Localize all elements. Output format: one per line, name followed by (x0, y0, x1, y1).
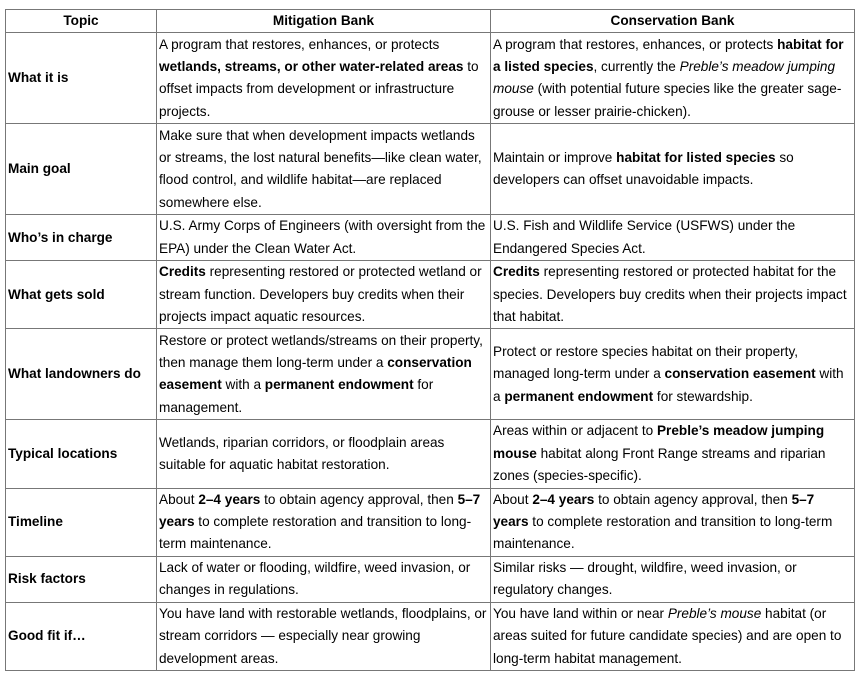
cell-text-segment: representing restored or protected habitat for the species. Developers buy credits when their projects impact that habitat. (493, 264, 847, 325)
cell-text-segment: A program that restores, enhances, or protects (493, 36, 778, 52)
topic-cell: Main goal (6, 124, 157, 215)
mitigation-cell (157, 33, 491, 124)
topic-cell: Good fit if… (6, 602, 157, 670)
cell-text-segment: to complete restoration and transition to long-term maintenance. (159, 514, 472, 552)
conservation-cell (491, 124, 855, 215)
topic-cell: Timeline (6, 488, 157, 556)
cell-text-segment: Make sure that when development impacts wetlands or streams, the lost natural benefits—like clean water, flood control, and wildlife habitat—are replaced somewhere else. (159, 127, 482, 210)
cell-text-segment: Credits (159, 264, 206, 280)
cell-text-segment: to obtain agency approval, then (260, 491, 458, 507)
table-row (6, 261, 855, 329)
cell-text-segment: (with potential future species like the greater sage-grouse or lesser prairie-chicken). (493, 81, 842, 119)
cell-text-segment: 2–4 years (532, 491, 595, 507)
cell-text-segment: Preble’s meadow jumping mouse (493, 423, 825, 461)
cell-text-segment: to complete restoration and transition to long-term maintenance. (493, 514, 833, 552)
topic-cell: Who’s in charge (6, 215, 157, 261)
cell-text-segment: Credits (493, 264, 540, 280)
comparison-table-container (5, 9, 855, 671)
table-row (6, 602, 855, 670)
cell-text-segment: You have land within or near (493, 605, 668, 621)
cell-text-segment: habitat along Front Range streams and riparian zones (species-specific). (493, 445, 826, 484)
mitigation-cell (157, 556, 491, 602)
comparison-table (5, 9, 855, 671)
cell-text-segment: Restore or protect wetlands/streams on their property, then manage them long-term under a (159, 332, 483, 371)
topic-cell: What landowners do (6, 329, 157, 420)
cell-text-segment: Preble’s mouse (667, 605, 762, 621)
cell-text-segment: conservation easement (159, 355, 472, 393)
conservation-cell (491, 602, 855, 670)
table-row (6, 124, 855, 215)
header-topic: Topic (6, 10, 157, 33)
cell-text-segment: 5–7 years (159, 491, 481, 530)
mitigation-cell (157, 261, 491, 329)
cell-text-segment: for management. (159, 377, 434, 415)
cell-text-segment: permanent endowment (504, 388, 654, 404)
table-row (6, 215, 855, 261)
cell-text-segment: Wetlands, riparian corridors, or floodplain areas suitable for aquatic habitat restoration. (159, 434, 445, 473)
cell-text-segment: About (493, 491, 533, 507)
cell-text-segment: 2–4 years (198, 491, 261, 507)
conservation-cell (491, 488, 855, 556)
cell-text-segment: You have land with restorable wetlands, floodplains, or stream corridors — especially near growing development areas. (159, 605, 487, 666)
cell-text-segment: habitat (or areas suited for future candidate species) and are open to long-term habitat management. (493, 605, 842, 666)
cell-text-segment: Areas within or adjacent to (493, 423, 657, 439)
cell-text-segment: A program that restores, enhances, or protects (159, 36, 440, 52)
table-row (6, 329, 855, 420)
header-conservation-bank: Conservation Bank (491, 10, 855, 33)
table-row (6, 556, 855, 602)
cell-text-segment: permanent endowment (264, 377, 414, 393)
conservation-cell (491, 329, 855, 420)
mitigation-cell (157, 124, 491, 215)
cell-text-segment: to offset impacts from development or infrastructure projects. (159, 59, 479, 119)
cell-text-segment: wetlands, streams, or other water-related areas (159, 59, 464, 74)
conservation-cell (491, 215, 855, 261)
topic-cell: What it is (6, 33, 157, 124)
conservation-cell (491, 556, 855, 602)
cell-text-segment: for stewardship. (653, 388, 753, 404)
cell-text-segment: Maintain or improve (493, 150, 617, 165)
table-row (6, 488, 855, 556)
header-row (6, 10, 855, 33)
cell-text-segment: representing restored or protected wetland or stream function. Developers buy credits when their projects impact aquatic resources. (159, 264, 482, 325)
mitigation-cell (157, 215, 491, 261)
cell-text-segment: Lack of water or flooding, wildfire, weed invasion, or changes in regulations. (159, 559, 471, 598)
cell-text-segment: habitat for a listed species (493, 36, 844, 74)
cell-text-segment: with a (493, 366, 844, 404)
conservation-cell (491, 261, 855, 329)
cell-text-segment: habitat for listed species (616, 150, 776, 165)
conservation-cell (491, 420, 855, 488)
cell-text-segment: U.S. Army Corps of Engineers (with oversight from the EPA) under the Clean Water Act. (159, 218, 486, 256)
conservation-cell (491, 33, 855, 124)
mitigation-cell (157, 488, 491, 556)
cell-text-segment: conservation easement (664, 366, 816, 382)
cell-text-segment: Similar risks — drought, wildfire, weed invasion, or regulatory changes. (493, 559, 797, 598)
table-row (6, 33, 855, 124)
table-row (6, 420, 855, 488)
cell-text-segment: About (159, 491, 199, 507)
header-mitigation-bank: Mitigation Bank (157, 10, 491, 33)
topic-cell: Risk factors (6, 556, 157, 602)
mitigation-cell (157, 329, 491, 420)
cell-text-segment: Protect or restore species habitat on their property, managed long-term under a (493, 343, 799, 382)
cell-text-segment: so developers can offset unavoidable impacts. (493, 150, 794, 188)
cell-text-segment: with a (221, 377, 265, 393)
cell-text-segment: Preble’s meadow jumping mouse (493, 59, 836, 97)
cell-text-segment: to obtain agency approval, then (594, 491, 792, 507)
topic-cell: What gets sold (6, 261, 157, 329)
cell-text-segment: , currently the (593, 59, 680, 74)
topic-cell: Typical locations (6, 420, 157, 488)
mitigation-cell (157, 420, 491, 488)
cell-text-segment: U.S. Fish and Wildlife Service (USFWS) under the Endangered Species Act. (493, 218, 796, 256)
cell-text-segment: 5–7 years (493, 491, 815, 530)
mitigation-cell (157, 602, 491, 670)
